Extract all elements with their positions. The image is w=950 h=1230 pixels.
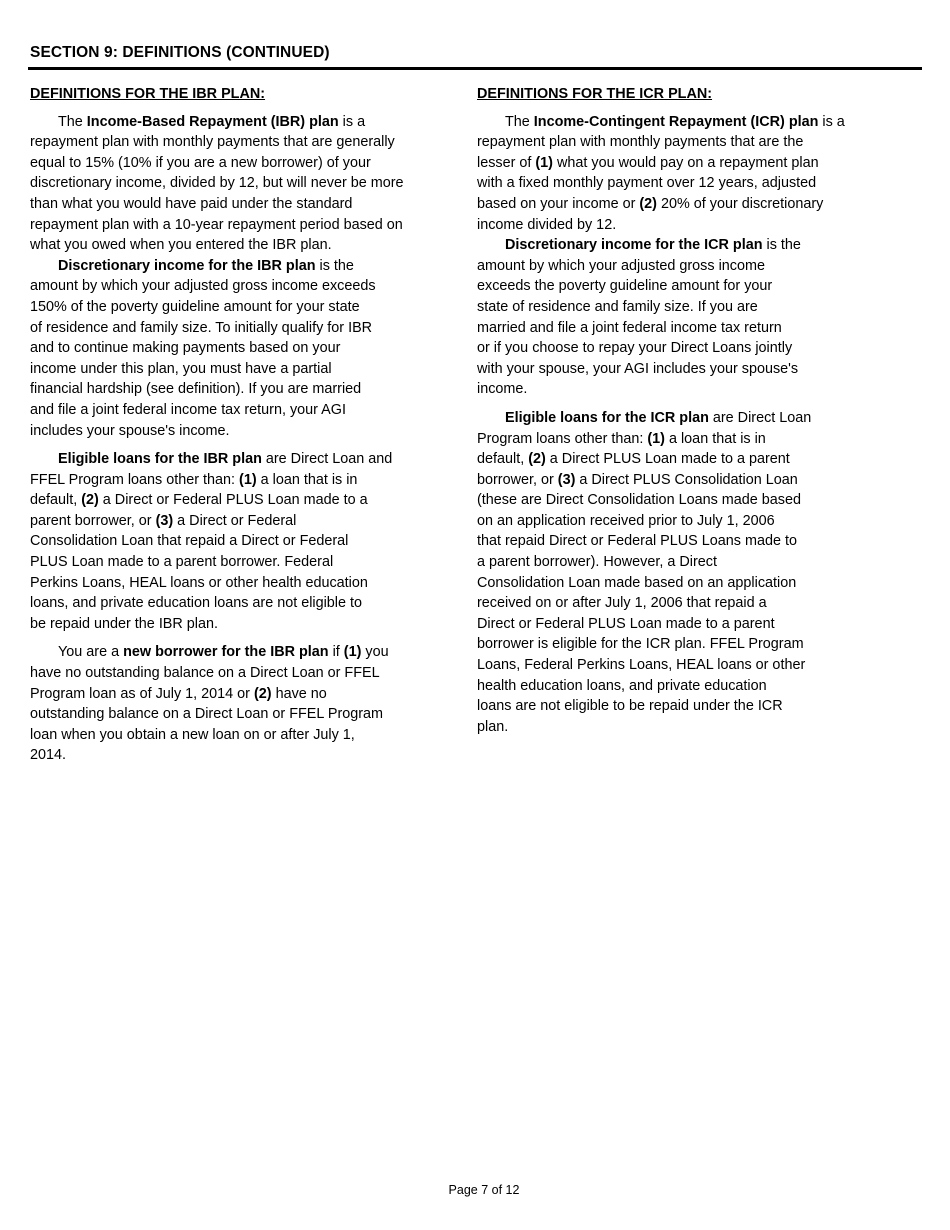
list-marker: (1) (535, 154, 553, 171)
icr-column (477, 84, 867, 737)
text-line (477, 153, 867, 174)
list-marker: (2) (639, 195, 657, 212)
text-line (30, 642, 450, 663)
text-run: a Direct or Federal PLUS Loan made to a (98, 492, 368, 509)
icr-discretionary-income-paragraph (477, 235, 867, 400)
text-line: health education loans, and private education (477, 677, 767, 694)
text-line (30, 112, 450, 133)
icr-definition-paragraph (477, 112, 867, 236)
text-run: You are a (58, 644, 124, 661)
text-run: you (361, 644, 389, 661)
text-line: loan when you obtain a new loan on or after July 1, (30, 726, 355, 743)
text-line (477, 470, 867, 491)
text-line: than what you would have paid under the standard (30, 195, 353, 212)
text-line: amount by which your adjusted gross income (477, 257, 765, 274)
text-run: based on your income or (477, 195, 640, 212)
text-line: be repaid under the IBR plan. (30, 615, 219, 632)
text-line: with your spouse, your AGI includes your spouse's (477, 360, 799, 377)
ibr-heading: DEFINITIONS FOR THE IBR PLAN: (30, 86, 266, 102)
term-eligible-loans-ibr: Eligible loans for the IBR plan (58, 451, 262, 468)
text-line: repayment plan with monthly payments that are the (477, 134, 804, 151)
text-line: financial hardship (see definition). If you are married (30, 381, 362, 398)
text-line: repayment plan with monthly payments that are generally (30, 134, 395, 151)
page-number: Page 7 of 12 (448, 1183, 520, 1197)
text-run: lesser of (477, 154, 536, 171)
text-line: that repaid Direct or Federal PLUS Loans made to (477, 533, 797, 550)
term-discretionary-income-ibr: Discretionary income for the IBR plan (58, 257, 316, 274)
text-line: includes your spouse's income. (30, 422, 230, 439)
ibr-discretionary-income-paragraph (30, 256, 450, 441)
text-line: plan. (477, 718, 509, 735)
list-marker: (1) (647, 430, 665, 447)
text-line: Direct or Federal PLUS Loan made to a parent (477, 615, 775, 632)
text-run: The (58, 113, 87, 130)
text-line (477, 112, 867, 133)
text-line: income under this plan, you must have a partial (30, 360, 332, 377)
text-line: and file a joint federal income tax return, your AGI (30, 401, 346, 418)
list-marker: (1) (343, 644, 362, 661)
text-run: a Direct PLUS Loan made to a parent (545, 451, 790, 468)
text-line (30, 684, 450, 705)
text-line: of residence and family size. To initially qualify for IBR (30, 319, 373, 336)
text-line: Consolidation Loan made based on an application (477, 574, 797, 591)
text-line: 150% of the poverty guideline amount for your state (30, 298, 360, 315)
term-discretionary-income-icr: Discretionary income for the ICR plan (505, 237, 763, 254)
text-line: (these are Direct Consolidation Loans made based (477, 492, 801, 509)
text-run: Program loans other than: (477, 430, 648, 447)
text-line: amount by which your adjusted gross income exceeds (30, 278, 376, 295)
text-run: borrower, or (477, 471, 558, 488)
text-run: Program loan as of July 1, 2014 or (30, 685, 254, 702)
text-run: is a (338, 113, 366, 130)
list-marker: (1) (239, 471, 257, 488)
text-line: outstanding balance on a Direct Loan or FFEL Program (30, 706, 384, 723)
section-divider (28, 67, 922, 70)
text-line: income divided by 12. (477, 216, 617, 233)
list-marker: (2) (81, 492, 99, 509)
text-line: or if you choose to repay your Direct Loans jointly (477, 340, 793, 357)
ibr-new-borrower-paragraph (30, 642, 450, 766)
text-line: Perkins Loans, HEAL loans or other health education (30, 574, 368, 591)
icr-eligible-loans-paragraph (477, 408, 867, 738)
text-line: and to continue making payments based on your (30, 340, 341, 357)
text-line (477, 449, 867, 470)
text-line (477, 408, 867, 429)
text-run: a Direct or Federal (173, 512, 297, 529)
text-line: state of residence and family size. If you are (477, 298, 758, 315)
term-icr-plan: Income-Contingent Repayment (ICR) plan (533, 113, 819, 130)
list-marker: (2) (253, 685, 272, 702)
icr-heading: DEFINITIONS FOR THE ICR PLAN: (477, 86, 713, 102)
text-line: discretionary income, divided by 12, but will never be more (30, 175, 404, 192)
text-run: are Direct Loan and (261, 451, 393, 468)
text-line (30, 470, 450, 491)
text-line: a parent borrower). However, a Direct (477, 554, 717, 571)
list-marker: (3) (155, 512, 174, 529)
text-run: is the (315, 257, 354, 274)
text-run: what you would pay on a repayment plan (552, 154, 819, 171)
text-run: is the (762, 237, 801, 254)
term-eligible-loans-icr: Eligible loans for the ICR plan (505, 409, 709, 426)
text-run: FFEL Program loans other than: (30, 471, 240, 488)
text-run: a loan that is in (664, 430, 766, 447)
text-line: 2014. (30, 747, 67, 764)
text-run: parent borrower, or (30, 512, 156, 529)
text-run: a loan that is in (256, 471, 358, 488)
term-new-borrower-ibr: new borrower for the IBR plan (123, 644, 329, 661)
text-run: default, (30, 492, 82, 509)
text-line: repayment plan with a 10-year repayment period based on (30, 216, 403, 233)
text-line: what you owed when you entered the IBR plan. (30, 237, 332, 254)
text-run: default, (477, 451, 529, 468)
text-line (477, 429, 867, 450)
ibr-definition-paragraph (30, 112, 450, 256)
text-line: married and file a joint federal income tax return (477, 319, 782, 336)
text-line: with a fixed monthly payment over 12 years, adjusted (477, 175, 817, 192)
section-title: SECTION 9: DEFINITIONS (CONTINUED) (30, 44, 330, 61)
text-line: received on or after July 1, 2006 that repaid a (477, 595, 767, 612)
text-run: if (328, 644, 344, 661)
text-run: have no (271, 685, 327, 702)
text-line: Consolidation Loan that repaid a Direct or Federal (30, 533, 349, 550)
text-run: a Direct PLUS Consolidation Loan (575, 471, 798, 488)
text-line: Loans, Federal Perkins Loans, HEAL loans or other (477, 657, 806, 674)
text-line: equal to 15% (10% if you are a new borrower) of your (30, 154, 371, 171)
text-line: loans are not eligible to be repaid under the ICR (477, 698, 783, 715)
text-line (477, 194, 867, 215)
text-line (30, 256, 450, 277)
text-line: exceeds the poverty guideline amount for your (477, 278, 773, 295)
text-line (30, 449, 450, 470)
text-line: borrower is eligible for the ICR plan. FFEL Program (477, 636, 804, 653)
text-line (477, 235, 867, 256)
text-line: have no outstanding balance on a Direct Loan or FFEL (30, 665, 380, 682)
text-line (30, 511, 450, 532)
term-ibr-plan: Income-Based Repayment (IBR) plan (86, 113, 339, 130)
text-line: on an application received prior to July 1, 2006 (477, 512, 775, 529)
text-run: The (505, 113, 534, 130)
ibr-column (30, 84, 450, 766)
text-line: PLUS Loan made to a parent borrower. Federal (30, 554, 334, 571)
text-run: 20% of your discretionary (656, 195, 824, 212)
list-marker: (3) (557, 471, 576, 488)
text-line: income. (477, 381, 528, 398)
text-line: loans, and private education loans are not eligible to (30, 595, 363, 612)
text-line (30, 490, 450, 511)
list-marker: (2) (528, 451, 546, 468)
text-run: are Direct Loan (708, 409, 812, 426)
ibr-eligible-loans-paragraph (30, 449, 450, 634)
text-run: is a (818, 113, 845, 130)
